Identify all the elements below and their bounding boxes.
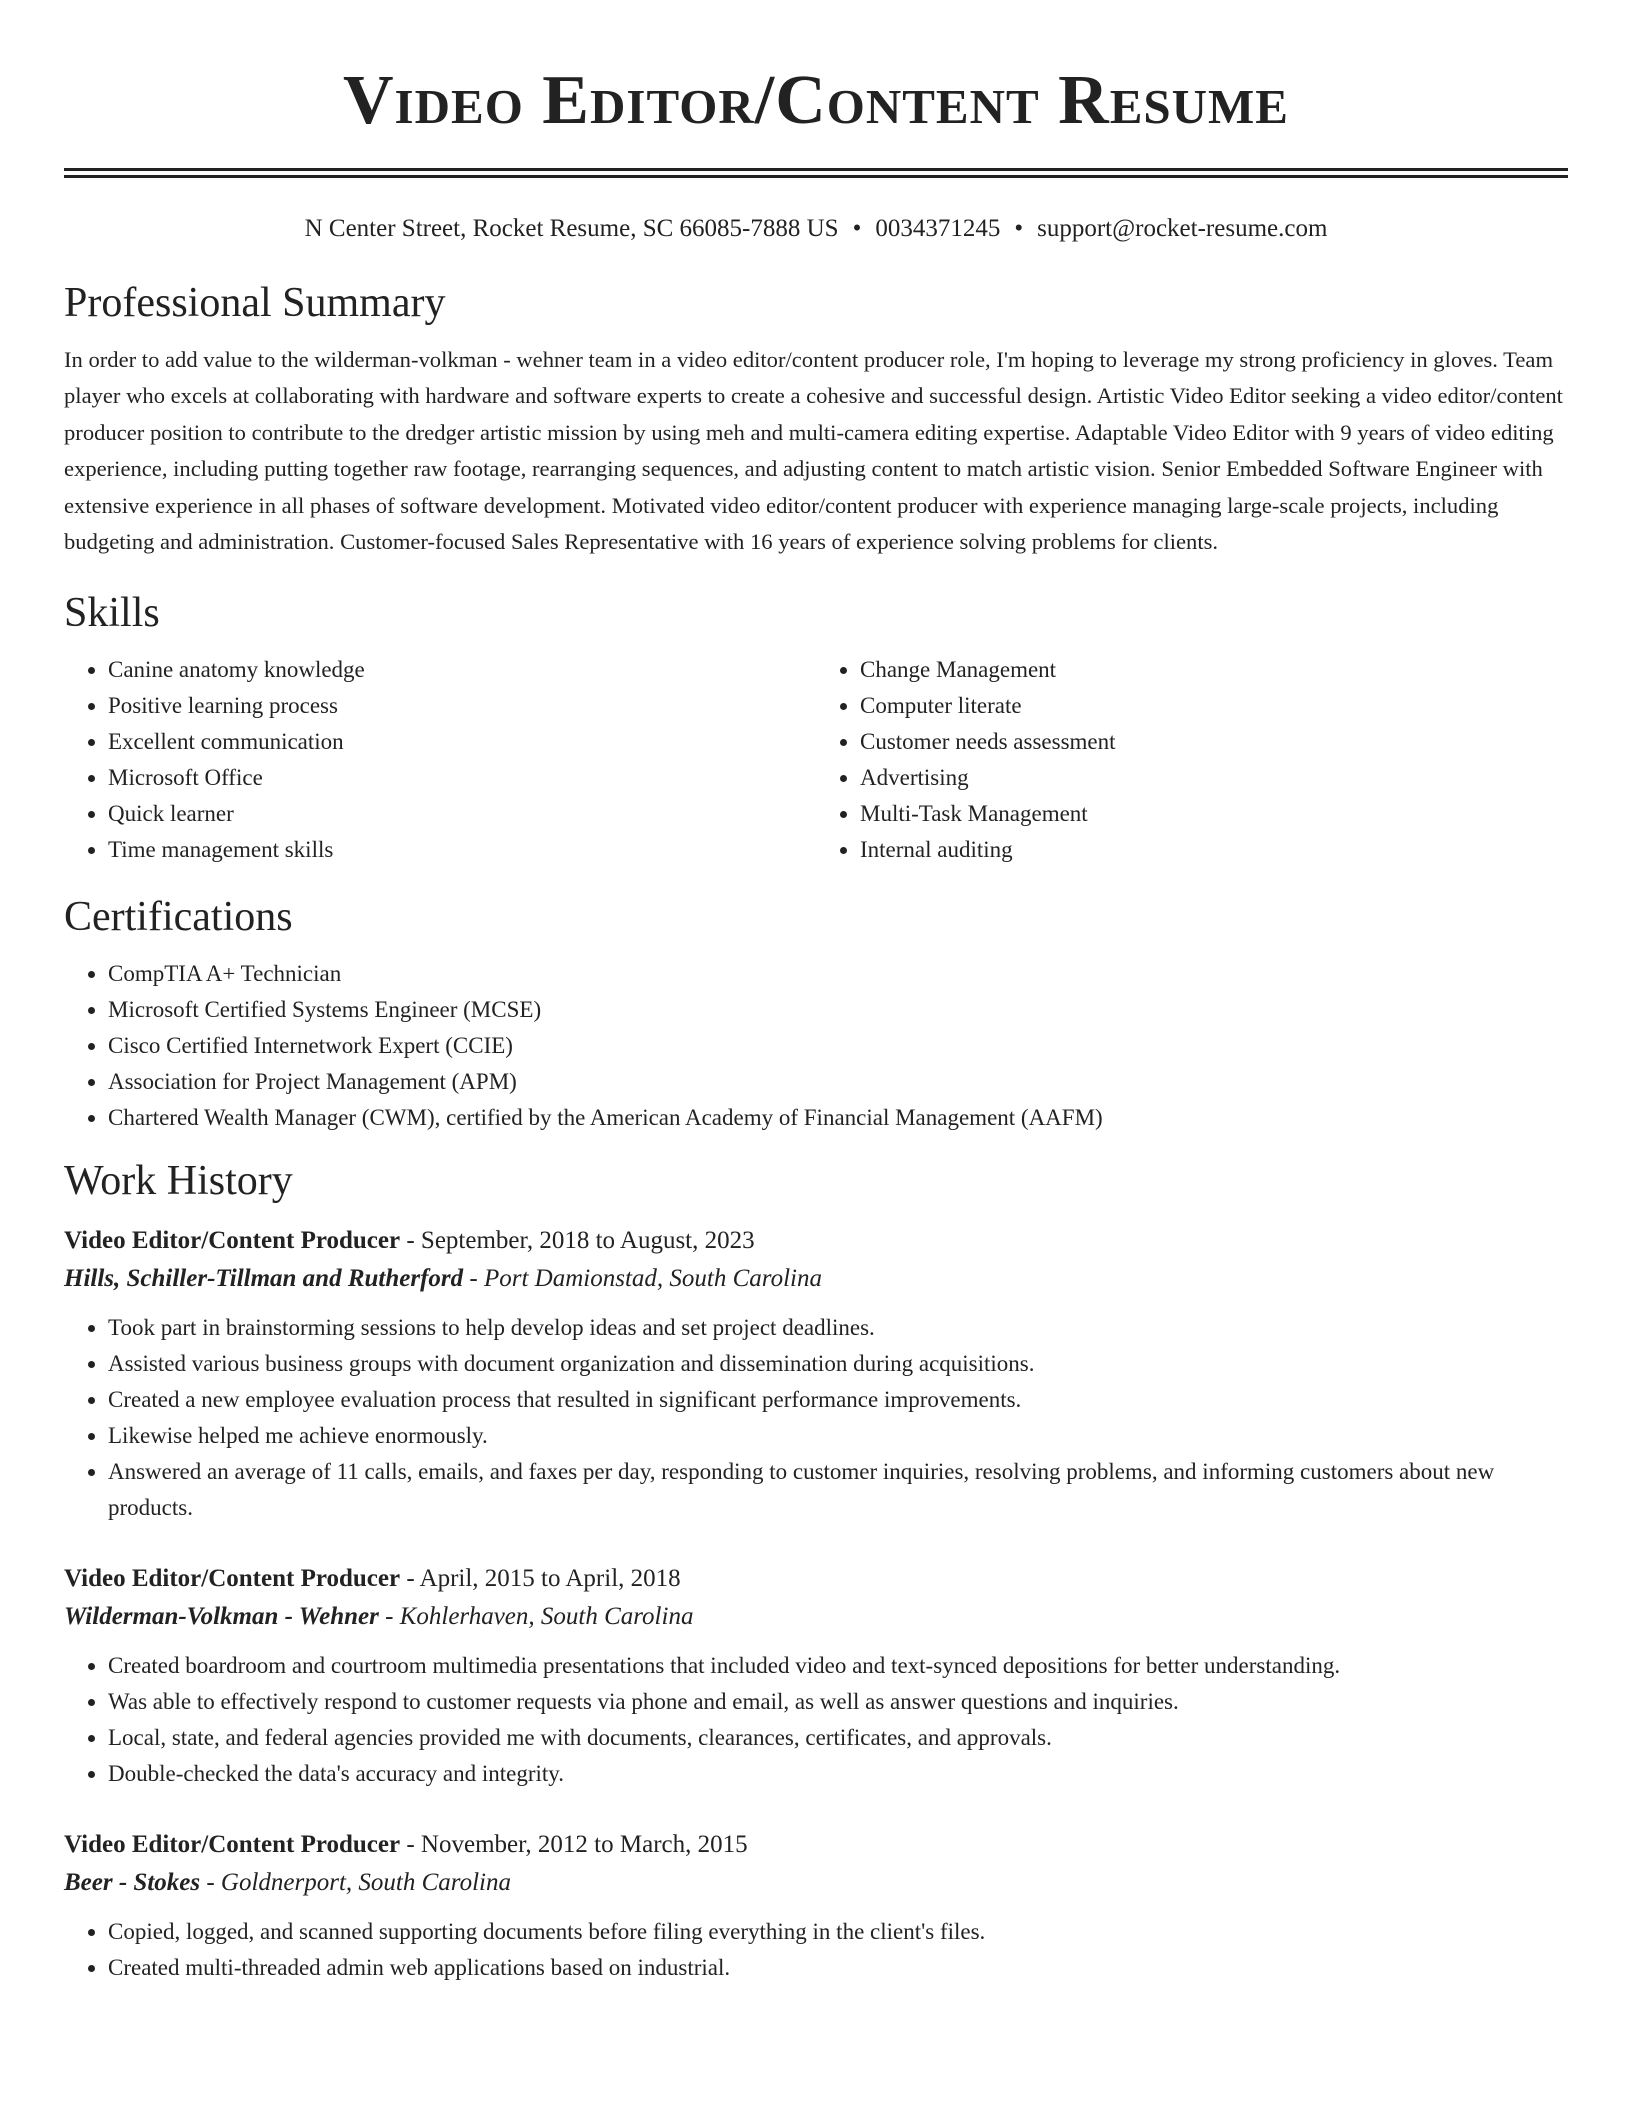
certifications-list <box>64 956 1568 1136</box>
job-bullet: • Assisted various business groups with document organization and dissemination during acquisitions. <box>108 1346 1568 1382</box>
job-bullet: • Created multi-threaded admin web applications based on industrial. <box>108 1950 1568 1986</box>
certifications-heading: Certifications <box>64 894 293 941</box>
certification-item: • Microsoft Certified Systems Engineer (MCSE) <box>108 992 1568 1028</box>
job-company-line <box>64 1598 1568 1636</box>
job-location: - Port Damionstad, South Carolina <box>463 1265 822 1293</box>
job-title-line <box>64 1222 1568 1260</box>
job-title-line <box>64 1560 1568 1598</box>
skills-heading: Skills <box>64 590 160 637</box>
job-title-line <box>64 1826 1568 1864</box>
job-bullets <box>64 1914 1568 1986</box>
skill-item: • Customer needs assessment <box>860 724 1568 760</box>
skill-item: • Excellent communication <box>108 724 816 760</box>
job-location: - Kohlerhaven, South Carolina <box>378 1603 694 1631</box>
skills-list-right <box>816 652 1568 868</box>
contact-email[interactable]: support@rocket-resume.com <box>1037 215 1328 242</box>
resume-title: Video Editor/Content Resume <box>343 62 1289 139</box>
job-company-line <box>64 1864 1568 1902</box>
contact-separator: • <box>852 215 862 242</box>
certification-item: • Chartered Wealth Manager (CWM), certified by the American Academy of Financial Management (AAFM) <box>108 1100 1568 1136</box>
job-bullet: • Double-checked the data's accuracy and integrity. <box>108 1756 1568 1792</box>
title-double-rule <box>64 168 1568 178</box>
job-bullet: • Local, state, and federal agencies provided me with documents, clearances, certificates, and approvals. <box>108 1720 1568 1756</box>
job-location: - Goldnerport, South Carolina <box>200 1869 511 1897</box>
job-entry <box>64 1826 1568 1986</box>
job-dates: - September, 2018 to August, 2023 <box>400 1227 755 1255</box>
skill-item: • Advertising <box>860 760 1568 796</box>
certification-item: • Association for Project Management (APM) <box>108 1064 1568 1100</box>
skills-columns <box>64 652 1568 868</box>
summary-text: In order to add value to the wilderman-volkman - wehner team in a video editor/content producer role, I'm hoping to leverage my strong proficiency in gloves. Team player who excels at collaborating with hardware and software experts to create a cohesive and successful design. Artistic Video Editor seeking a video editor/content producer position to contribute to the dredger artistic mission by using meh and multi-camera editing expertise. Adaptable Video Editor with 9 years of video editing experience, including putting together raw footage, rearranging sequences, and adjusting content to match artistic vision. Senior Embedded Software Engineer with extensive experience in all phases of software development. Motivated video editor/content producer with experience managing large-scale projects, including budgeting and administration. Customer-focused Sales Representative with 16 years of experience solving problems for clients. <box>64 347 1563 555</box>
certification-item: • Cisco Certified Internetwork Expert (CCIE) <box>108 1028 1568 1064</box>
skill-item: • Time management skills <box>108 832 816 868</box>
work-history-heading: Work History <box>64 1158 293 1205</box>
contact-address: N Center Street, Rocket Resume, SC 66085-7888 US <box>304 215 839 242</box>
job-company: Hills, Schiller-Tillman and Rutherford <box>64 1265 464 1293</box>
job-bullets <box>64 1310 1568 1526</box>
job-entry <box>64 1222 1568 1526</box>
contact-separator: • <box>1014 215 1024 242</box>
job-entry <box>64 1560 1568 1792</box>
job-role: Video Editor/Content Producer <box>64 1565 401 1593</box>
skill-item: • Multi-Task Management <box>860 796 1568 832</box>
job-bullets <box>64 1648 1568 1792</box>
skill-item: • Quick learner <box>108 796 816 832</box>
job-bullet: • Copied, logged, and scanned supporting documents before filing everything in the client's files. <box>108 1914 1568 1950</box>
job-role: Video Editor/Content Producer <box>64 1831 401 1859</box>
summary-heading: Professional Summary <box>64 280 446 326</box>
job-bullet: • Created boardroom and courtroom multimedia presentations that included video and text-synced depositions for better understanding. <box>108 1648 1568 1684</box>
skill-item: • Canine anatomy knowledge <box>108 652 816 688</box>
skill-item: • Positive learning process <box>108 688 816 724</box>
skills-list-left <box>64 652 816 868</box>
job-company-line <box>64 1260 1568 1298</box>
job-bullet: • Likewise helped me achieve enormously. <box>108 1418 1568 1454</box>
job-company: Wilderman-Volkman - Wehner <box>64 1603 379 1631</box>
job-bullet: • Created a new employee evaluation process that resulted in significant performance improvements. <box>108 1382 1568 1418</box>
job-bullet: • Took part in brainstorming sessions to help develop ideas and set project deadlines. <box>108 1310 1568 1346</box>
skill-item: • Change Management <box>860 652 1568 688</box>
job-dates: - April, 2015 to April, 2018 <box>400 1565 681 1593</box>
job-role: Video Editor/Content Producer <box>64 1227 401 1255</box>
job-bullet: • Was able to effectively respond to customer requests via phone and email, as well as answer questions and inquiries. <box>108 1684 1568 1720</box>
job-company: Beer - Stokes <box>64 1869 201 1897</box>
job-dates: - November, 2012 to March, 2015 <box>400 1831 748 1859</box>
job-bullet: • Answered an average of 11 calls, emails, and faxes per day, responding to customer inquiries, resolving problems, and informing customers about new products. <box>108 1454 1568 1526</box>
contact-line <box>64 214 1568 244</box>
skill-item: • Internal auditing <box>860 832 1568 868</box>
certification-item: • CompTIA A+ Technician <box>108 956 1568 992</box>
skill-item: • Computer literate <box>860 688 1568 724</box>
skill-item: • Microsoft Office <box>108 760 816 796</box>
contact-phone: 0034371245 <box>875 215 1001 242</box>
